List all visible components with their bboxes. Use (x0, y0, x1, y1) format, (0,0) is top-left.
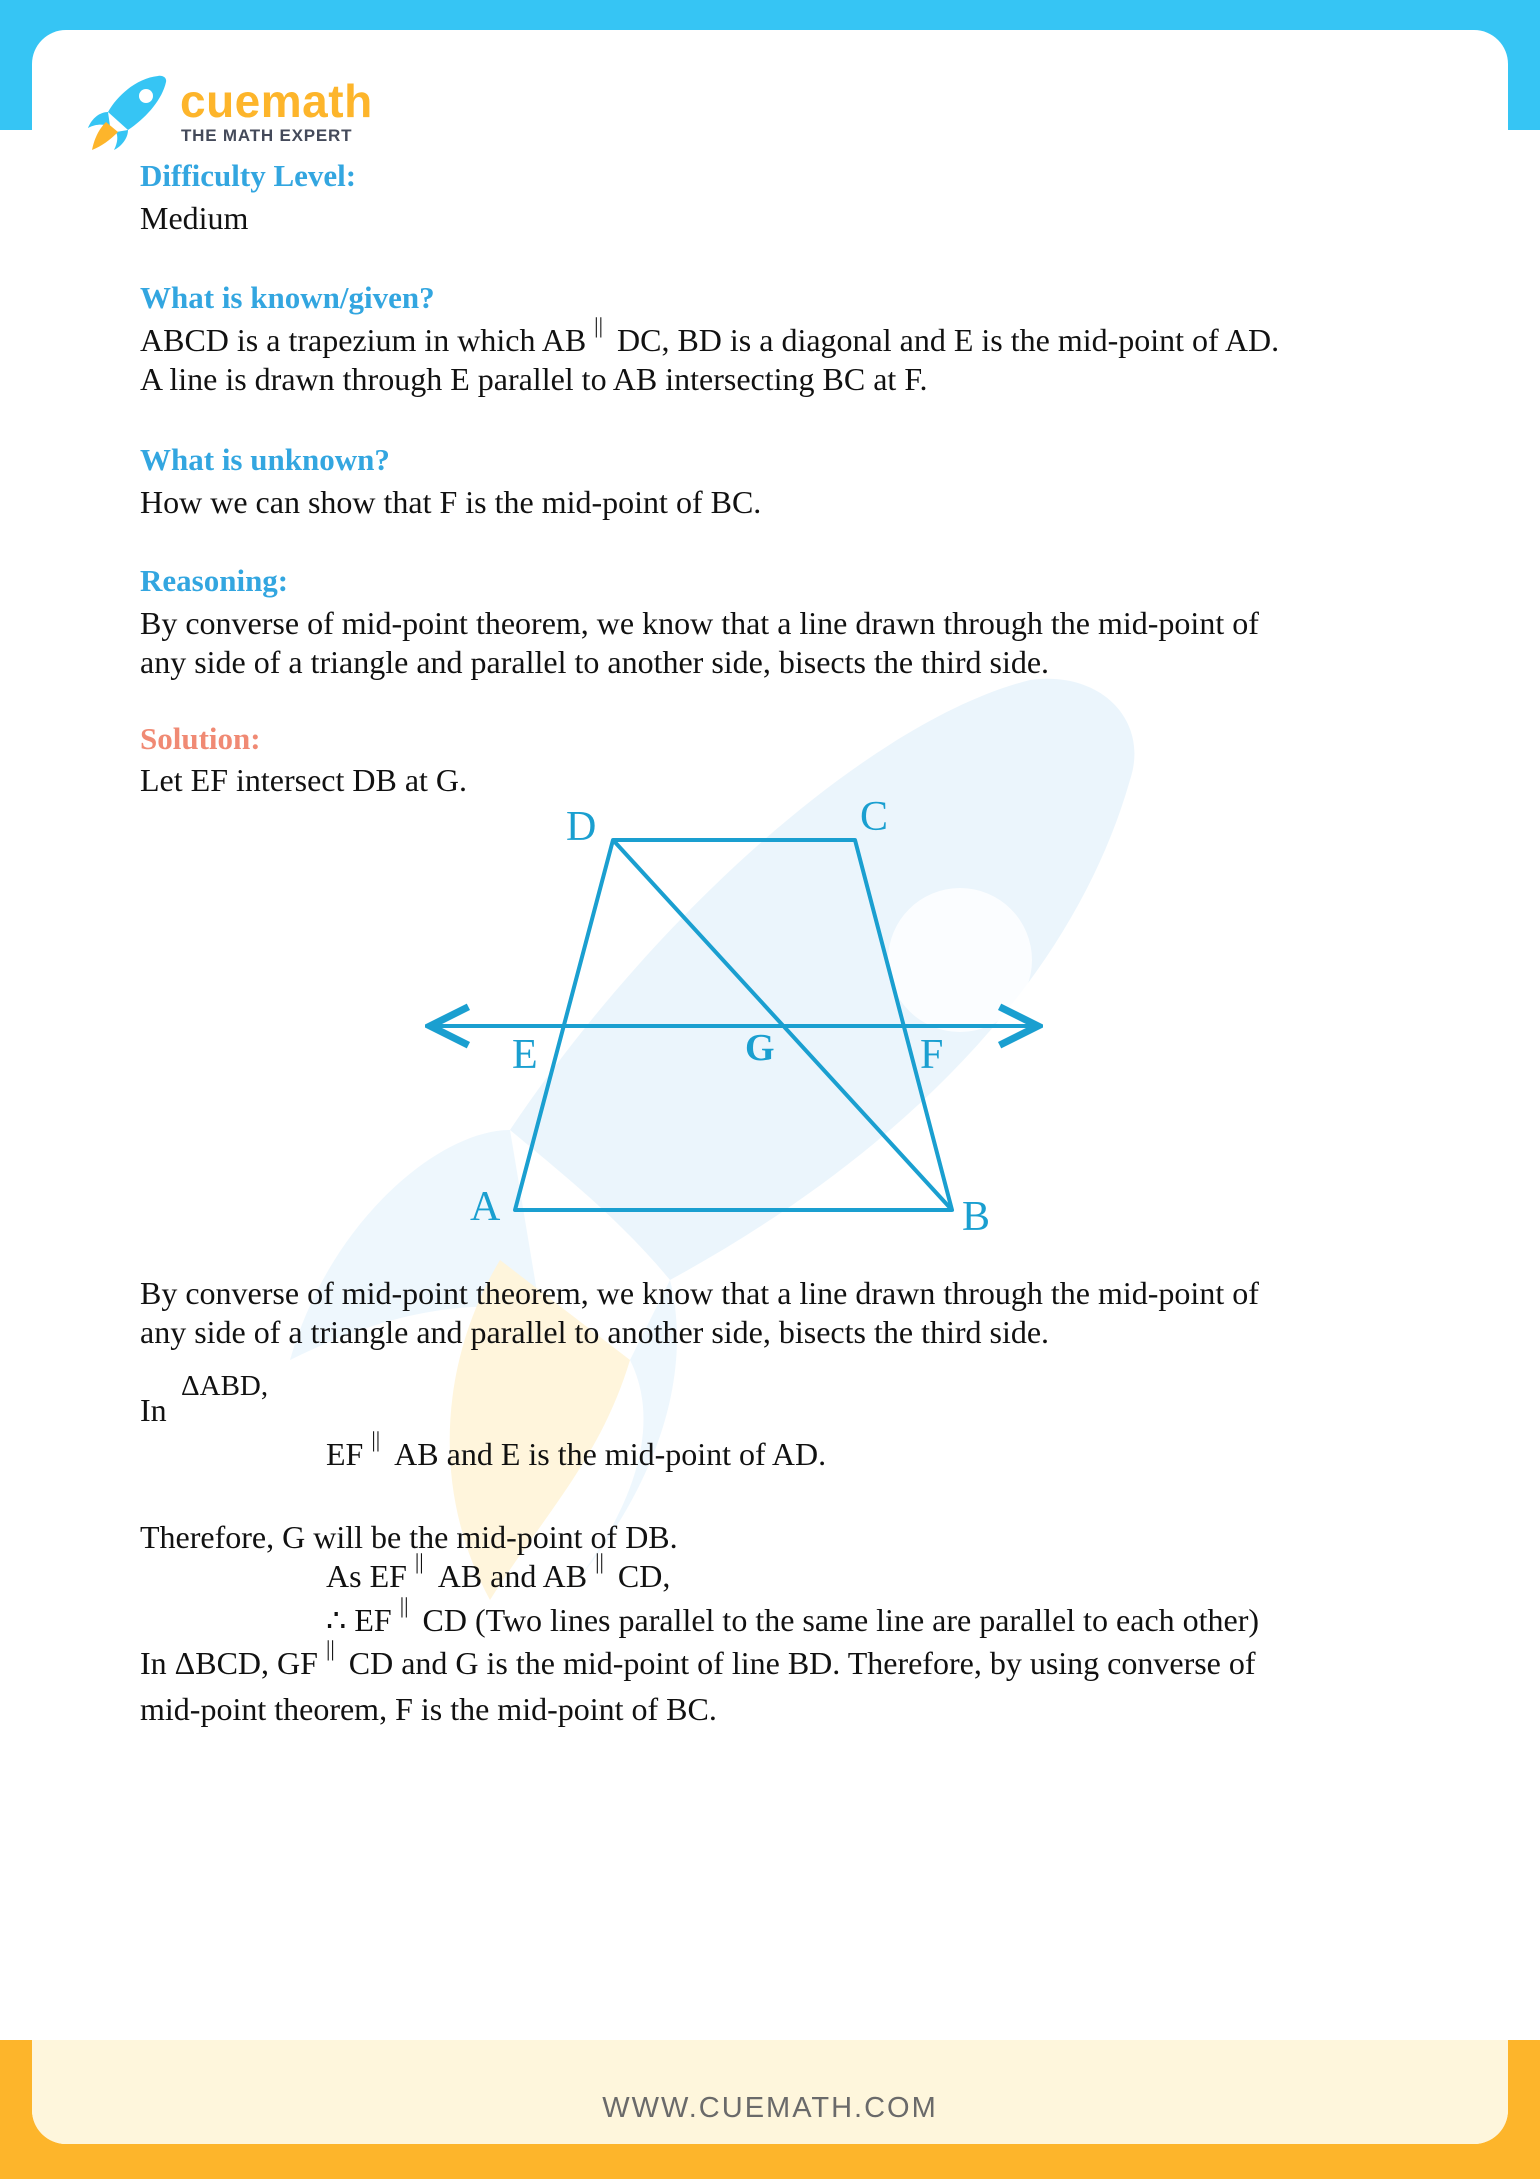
therefore-ef-text: ∴ EF (326, 1602, 392, 1638)
label-b: B (962, 1194, 991, 1240)
ef-parallel-ab-line (326, 1427, 827, 1478)
in-bcd-text: In ΔBCD, GF (140, 1645, 318, 1681)
triangle-abd: ΔABD, (181, 1370, 269, 1402)
therefore-ef-line (326, 1593, 1260, 1644)
known-line-1a: ABCD is a trapezium in which AB (140, 322, 587, 358)
parallel-symbol: || (595, 1549, 604, 1574)
bcd-rest-text: CD and G is the mid-point of line BD. Therefore, by using converse of (348, 1645, 1256, 1681)
label-f: F (920, 1032, 944, 1078)
cd-comma-text: CD, (617, 1558, 671, 1594)
in-word: In (140, 1392, 167, 1428)
cuemath-logo[interactable] (88, 72, 172, 157)
unknown-text: How we can show that F is the mid-point of BC. (140, 484, 762, 520)
parallel-symbol: || (414, 1549, 424, 1574)
difficulty-value: Medium (140, 200, 249, 236)
parallel-symbol: || (594, 313, 603, 338)
solution-para-2: any side of a triangle and parallel to another side, bisects the third side. (140, 1314, 1050, 1350)
as-ef-text: As EF (326, 1558, 407, 1594)
cd-reason-text: CD (Two lines parallel to the same line are parallel to each other) (422, 1602, 1260, 1638)
difficulty-heading: Difficulty Level: (140, 158, 357, 193)
label-a: A (470, 1184, 501, 1230)
known-line-1 (140, 313, 1280, 364)
in-bcd-line (140, 1636, 1256, 1687)
reasoning-heading: Reasoning: (140, 563, 289, 598)
solution-para-1: By converse of mid-point theorem, we know that a line drawn through the mid-point of (140, 1275, 1259, 1311)
as-ef-line (326, 1549, 671, 1600)
ef-rest-text: AB and E is the mid-point of AD. (394, 1436, 827, 1472)
logo-wordmark: cuemath (180, 75, 373, 127)
known-line-2: A line is drawn through E parallel to AB intersecting BC at F. (140, 361, 928, 397)
rocket-icon (88, 72, 172, 152)
label-c: C (860, 794, 889, 840)
footer-website[interactable]: WWW.CUEMATH.COM (602, 2092, 938, 2124)
solution-intro: Let EF intersect DB at G. (140, 762, 468, 798)
label-e: E (512, 1032, 538, 1078)
known-heading: What is known/given? (140, 280, 435, 315)
label-d: D (566, 804, 597, 850)
logo-tagline: THE MATH EXPERT (181, 126, 353, 145)
unknown-heading: What is unknown? (140, 442, 390, 477)
reasoning-line-2: any side of a triangle and parallel to another side, bisects the third side. (140, 644, 1050, 680)
ab-and-ab-text: AB and AB (437, 1558, 588, 1594)
known-line-1b: DC, BD is a diagonal and E is the mid-point of AD. (616, 322, 1280, 358)
parallel-symbol: || (399, 1593, 409, 1618)
solution-heading: Solution: (140, 721, 261, 756)
therefore-g-line: Therefore, G will be the mid-point of DB. (140, 1519, 678, 1555)
label-g: G (745, 1027, 775, 1069)
trapezium-figure (400, 790, 1080, 1250)
ef-text: EF (326, 1436, 364, 1472)
parallel-symbol: || (371, 1427, 381, 1452)
parallel-symbol: || (325, 1636, 335, 1661)
reasoning-line-1: By converse of mid-point theorem, we know that a line drawn through the mid-point of (140, 605, 1259, 641)
conclusion-line: mid-point theorem, F is the mid-point of BC. (140, 1691, 717, 1727)
